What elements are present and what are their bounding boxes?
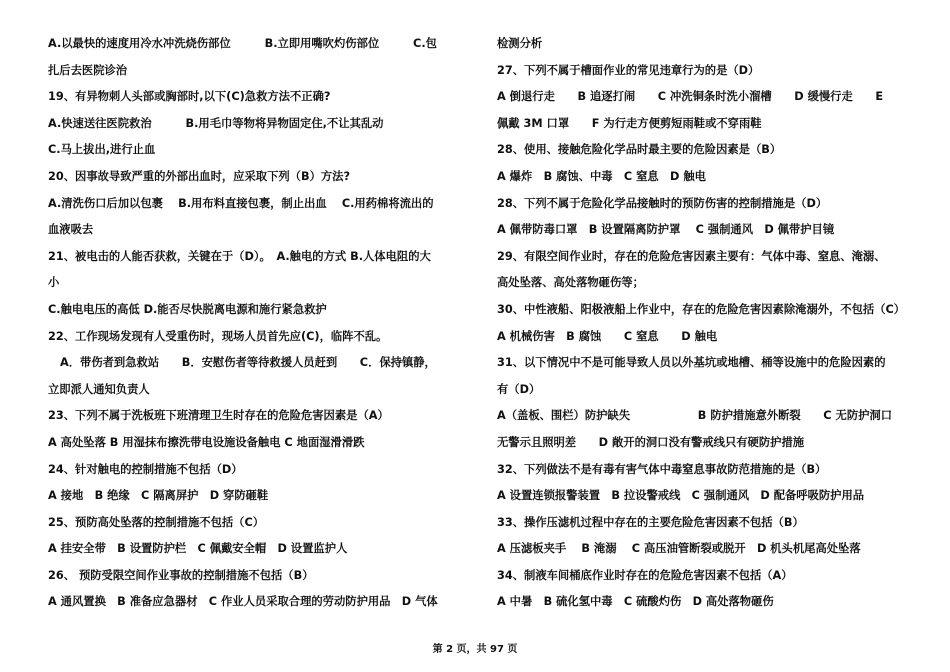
question-line: 33、操作压滤机过程中存在的主要危险危害因素不包括（B） [497,515,804,529]
text-line: 血液吸去 [48,223,94,237]
text-line: A 高处坠落 B 用湿抹布擦洗带电设施设备触电 C 地面湿滑滑跌 [48,435,365,449]
question-line: 25、预防高处坠落的控制措施不包括（C） [48,515,265,529]
page-footer: 第 2 页，共 97 页 [432,644,518,655]
text-line: A 机械伤害 B 腐蚀 C 窒息 D 触电 [497,329,718,343]
text-line: A 通风置换 B 准备应急器材 C 作业人员采取合理的劳动防护用品 D 气体 [48,595,438,609]
text-line: A 接地 B 绝缘 C 隔离屏护 D 穿防砸鞋 [48,489,269,503]
question-line: 34、制液车间桶底作业时存在的危险危害因素不包括（A） [497,568,793,582]
text-line: A.以最快的速度用冷水冲洗烧伤部位 B.立即用嘴吹灼伤部位 C.包 [48,37,437,50]
text-line: 高处坠落、高处落物砸伤等； [497,276,644,290]
text-line: A 倒退行走 B 追逐打闹 C 冲洗铜条时洗小溜槽 D 缓慢行走 E [497,90,884,104]
text-line: C.马上拔出,进行止血 [48,143,156,157]
text-line: A.快速送往医院救治 B.用毛巾等物将异物固定住,不让其乱动 [48,116,384,130]
text-line: A 压滤板夹手 B 淹溺 C 高压油管断裂或脱开 D 机头机尾高处坠落 [497,542,861,556]
text-line: 立即派人通知负责人 [48,382,150,396]
question-line: 19、有异物刺人头部或胸部时,以下(C)急救方法不正确? [48,90,331,104]
right-column [497,31,907,616]
text-line: 有（D） [497,382,541,396]
text-line: C.触电电压的高低 D.能否尽快脱离电源和施行紧急救护 [48,302,327,316]
question-line: 28、下列不属于危险化学品接触时的预防伤害的控制措施是（D） [497,196,828,210]
text-line: A 设置连锁报警装置 B 拉设警戒线 C 强制通风 D 配备呼吸防护用品 [497,489,865,503]
question-line: 31、以下情况中不是可能导致人员以外基坑或地槽、桶等设施中的危险因素的 [497,356,886,370]
text-line: A 挂安全带 B 设置防护栏 C 佩戴安全帽 D 设置监护人 [48,542,348,556]
text-line: 小 [48,276,60,290]
text-line: A 爆炸 B 腐蚀、中毒 C 窒息 D 触电 [497,169,706,183]
text-line: A 佩带防毒口罩 B 设置隔离防护罩 C 强制通风 D 佩带护目镜 [497,223,835,237]
question-line: 30、中性液船、阳极液船上作业中，存在的危险危害因素除淹溺外，不包括（C） [497,302,906,316]
question-line: 21、被电击的人能否获救，关键在于（D）。 A.触电的方式 B.人体电阻的大 [48,249,431,263]
text-line: 扎后去医院诊治 [48,63,128,77]
text-line: A 中暑 B 硫化氢中毒 C 硫酸灼伤 D 高处落物砸伤 [497,595,774,609]
text-line: A（盖板、围栏）防护缺失 B 防护措施意外断裂 C 无防护洞口 [497,409,893,423]
text-line: 检测分析 [497,37,543,50]
question-line: 29、有限空间作业时，存在的危险危害因素主要有：气体中毒、窒息、淹溺、 [497,249,886,263]
question-line: 28、使用、接触危险化学品时最主要的危险因素是（B） [497,143,782,157]
question-line: 27、下列不属于槽面作业的常见违章行为的是（D） [497,63,760,77]
question-line: 23、下列不属于洗板班下班清理卫生时存在的危险危害因素是（A） [48,409,389,423]
text-line: A.清洗伤口后加以包裹 B.用布料直接包裹，制止出血 C.用药棉将流出的 [48,196,434,210]
question-line: 24、针对触电的控制措施不包括（D） [48,462,243,476]
text-line: 无警示且照明差 D 敞开的洞口没有警戒线只有硬防护措施 [497,435,805,449]
text-line: 佩戴 3M 口罩 F 为行走方便剪短雨鞋或不穿雨鞋 [497,116,762,130]
left-column [48,31,458,616]
question-line: 32、下列做法不是有毒有害气体中毒窒息事故防范措施的是（B） [497,462,827,476]
text-line: A．带伤者到急救站 B．安慰伤者等待救援人员赶到 C．保持镇静， [60,356,436,370]
question-line: 20、因事故导致严重的外部出血时，应采取下列（B）方法? [48,169,351,183]
question-line: 22、工作现场发现有人受重伤时，现场人员首先应(C)，临阵不乱。 [48,329,388,343]
question-line: 26、 预防受限空间作业事故的控制措施不包括（B） [48,568,314,582]
